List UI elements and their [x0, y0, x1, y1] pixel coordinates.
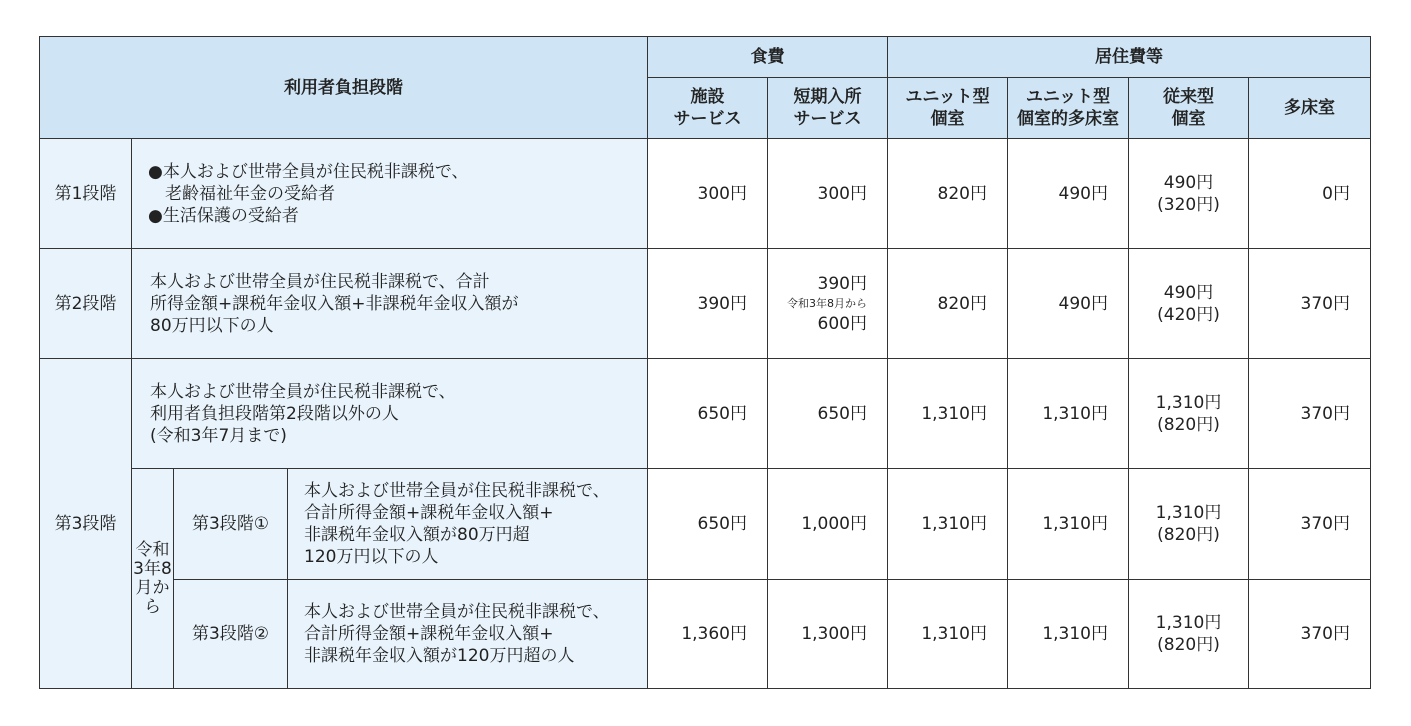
stage-label: 第3段階: [40, 359, 132, 689]
burden-table: [39, 36, 1371, 689]
unit-semi-value: 1,310円: [1008, 359, 1129, 469]
food-short-value: 650円: [768, 359, 888, 469]
conv-private-value: 490円 (420円): [1129, 249, 1249, 359]
stage-label: 第2段階: [40, 249, 132, 359]
header-multi: 多床室: [1249, 78, 1371, 139]
stage-description: 本人および世帯全員が住民税非課税で、 利用者負担段階第2段階以外の人 (令和3年7月まで): [132, 359, 648, 469]
food-facility-value: 300円: [648, 139, 768, 249]
stage-description: 本人および世帯全員が住民税非課税で、 合計所得金額+課税年金収入額+ 非課税年金収入額が120万円超の人: [288, 580, 648, 689]
unit-semi-value: 490円: [1008, 139, 1129, 249]
stage-description: 本人および世帯全員が住民税非課税で、 合計所得金額+課税年金収入額+ 非課税年金収入額が80万円超 120万円以下の人: [288, 469, 648, 580]
conv-private-value: 1,310円 (820円): [1129, 359, 1249, 469]
table-row: [40, 469, 1371, 580]
unit-semi-value: 1,310円: [1008, 580, 1129, 689]
header-food-short: 短期入所 サービス: [768, 78, 888, 139]
multi-value: 370円: [1249, 359, 1371, 469]
unit-private-value: 1,310円: [888, 359, 1008, 469]
food-short-value: 1,000円: [768, 469, 888, 580]
header-unit-semi: ユニット型 個室的多床室: [1008, 78, 1129, 139]
unit-private-value: 820円: [888, 139, 1008, 249]
unit-semi-value: 490円: [1008, 249, 1129, 359]
multi-value: 370円: [1249, 469, 1371, 580]
multi-value: 370円: [1249, 580, 1371, 689]
food-facility-value: 650円: [648, 359, 768, 469]
stage-label: 第1段階: [40, 139, 132, 249]
unit-private-value: 1,310円: [888, 580, 1008, 689]
multi-value: 0円: [1249, 139, 1371, 249]
food-short-value: 1,300円: [768, 580, 888, 689]
unit-private-value: 1,310円: [888, 469, 1008, 580]
conv-private-value: 1,310円 (820円): [1129, 469, 1249, 580]
stage-description: 本人および世帯全員が住民税非課税で、合計 所得金額+課税年金収入額+非課税年金収入額が 80万円以下の人: [132, 249, 648, 359]
header-food: 食費: [648, 37, 888, 78]
food-facility-value: 650円: [648, 469, 768, 580]
multi-value: 370円: [1249, 249, 1371, 359]
conv-private-value: 490円 (320円): [1129, 139, 1249, 249]
substage-label: 第3段階①: [174, 469, 288, 580]
unit-private-value: 820円: [888, 249, 1008, 359]
header-unit-private: ユニット型 個室: [888, 78, 1008, 139]
food-short-value: 390円 令和3年8月から 600円: [768, 249, 888, 359]
table-row: [40, 139, 1371, 249]
header-housing: 居住費等: [888, 37, 1371, 78]
substage-label: 第3段階②: [174, 580, 288, 689]
unit-semi-value: 1,310円: [1008, 469, 1129, 580]
stage-description: ●本人および世帯全員が住民税非課税で、 老齢福祉年金の受給者 ●生活保護の受給者: [132, 139, 648, 249]
header-conv-private: 従来型 個室: [1129, 78, 1249, 139]
conv-private-value: 1,310円 (820円): [1129, 580, 1249, 689]
food-facility-value: 390円: [648, 249, 768, 359]
header-food-facility: 施設 サービス: [648, 78, 768, 139]
header-stage: 利用者負担段階: [40, 37, 648, 139]
food-short-value: 300円: [768, 139, 888, 249]
vertical-period-label: 令和3年8月から: [132, 469, 174, 689]
table-row: [40, 249, 1371, 359]
table-row: [40, 359, 1371, 469]
table-row: [40, 580, 1371, 689]
food-facility-value: 1,360円: [648, 580, 768, 689]
